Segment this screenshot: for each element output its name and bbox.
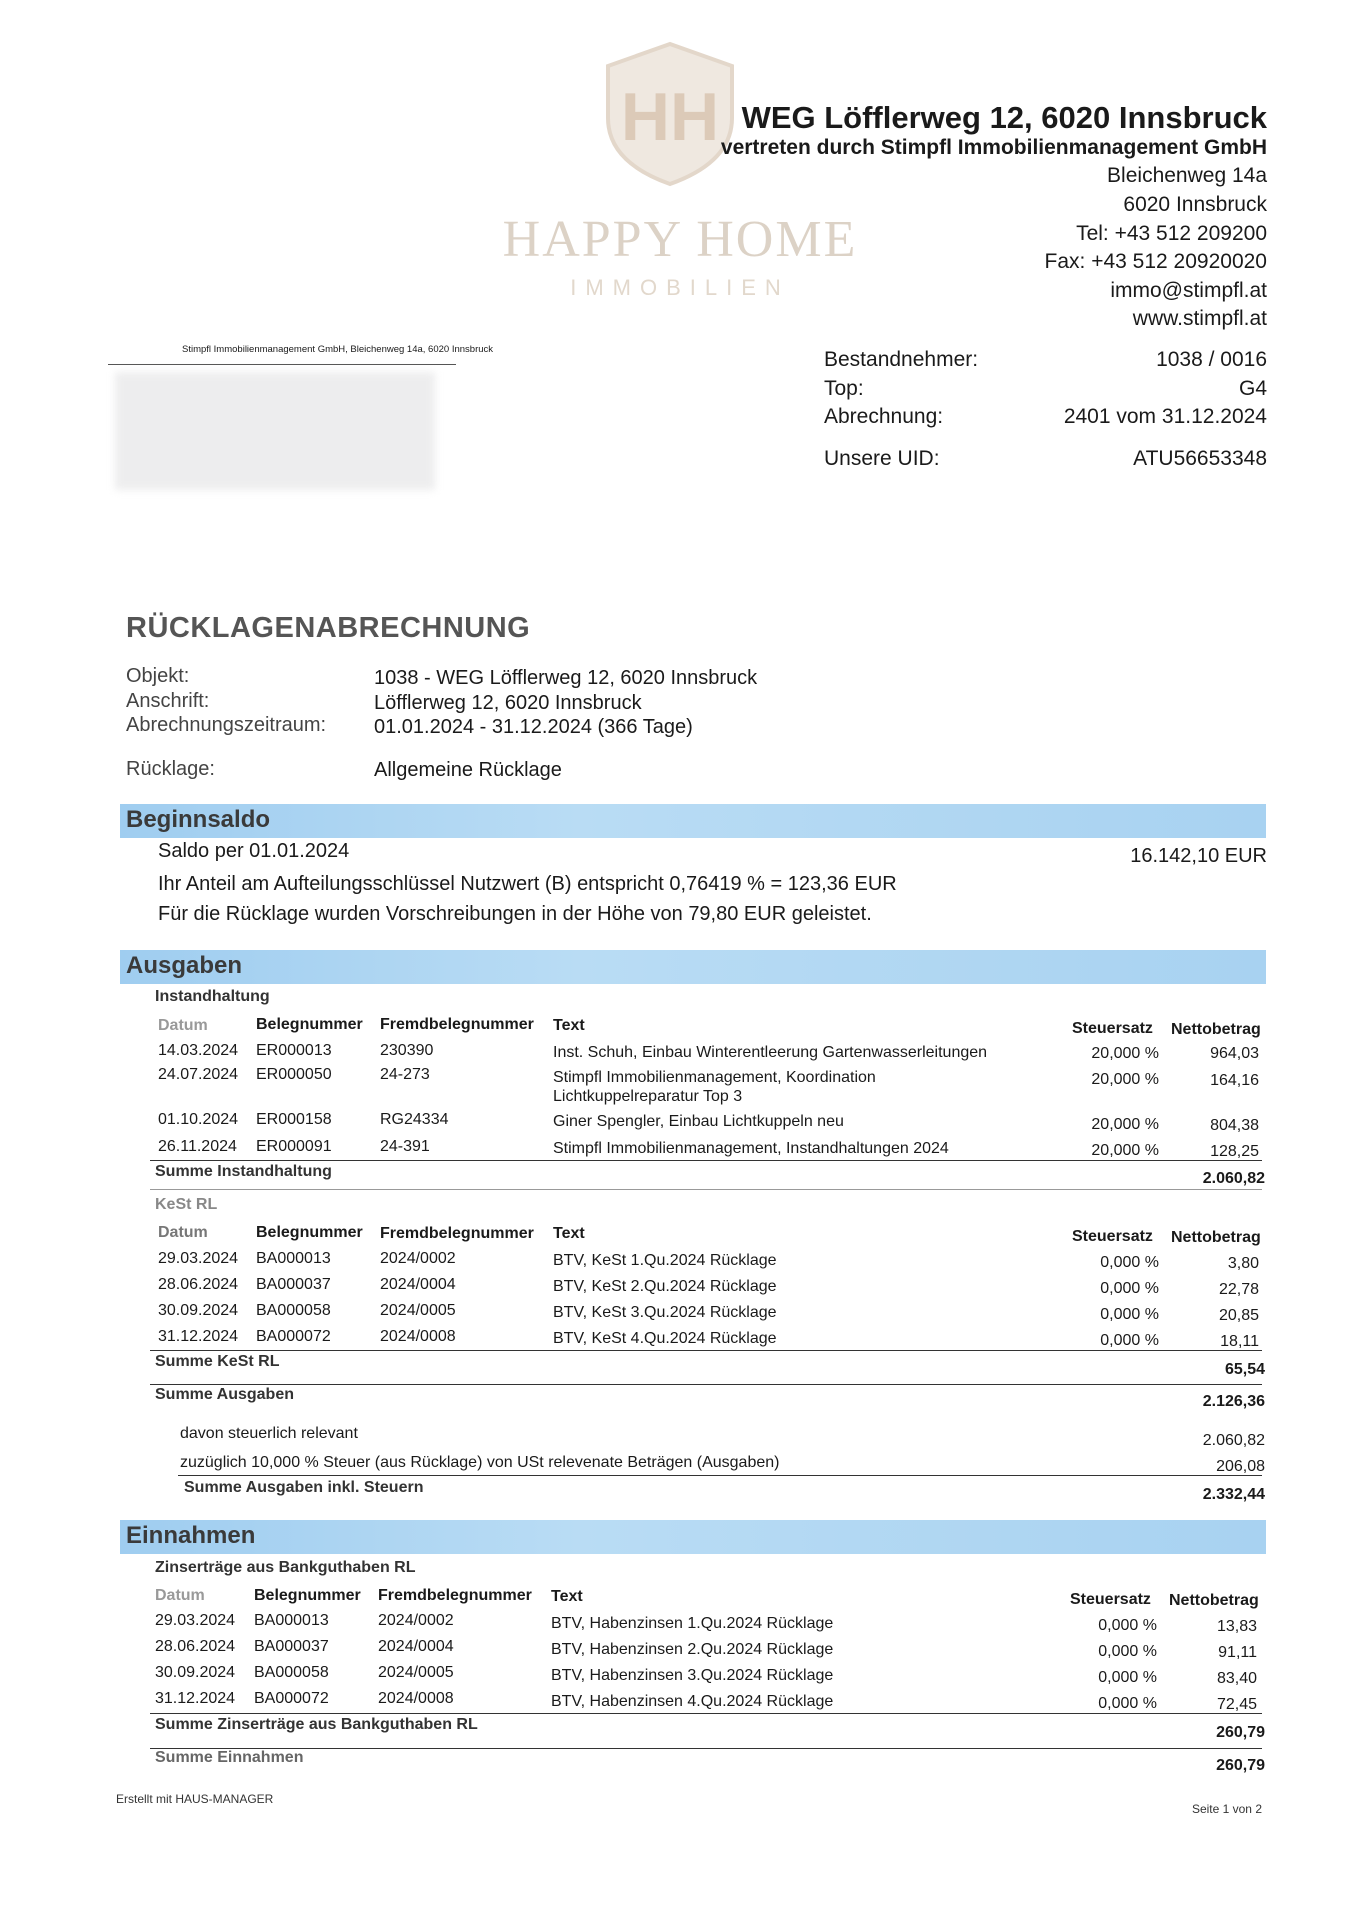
cell-netto: 964,03	[1210, 1045, 1259, 1062]
cell-steuer: 0,000 %	[1100, 1332, 1159, 1349]
cell-text: Stimpfl Immobilienmanagement, Koordination	[553, 1069, 876, 1086]
cell-datum: 24.07.2024	[158, 1066, 239, 1083]
cell-datum: 28.06.2024	[158, 1276, 239, 1293]
divider	[178, 1475, 1262, 1476]
cell-text: BTV, Habenzinsen 1.Qu.2024 Rücklage	[551, 1615, 834, 1632]
header-tel: Tel: +43 512 209200	[1076, 222, 1267, 245]
redacted-address	[115, 372, 435, 490]
header-fax: Fax: +43 512 20920020	[1044, 250, 1267, 273]
cell-text: BTV, Habenzinsen 2.Qu.2024 Rücklage	[551, 1641, 834, 1658]
sum-kest-label: Summe KeSt RL	[155, 1353, 280, 1370]
cell-fremd: 2024/0008	[380, 1328, 456, 1345]
divider	[150, 1384, 1262, 1385]
col-netto: Nettobetrag	[1169, 1592, 1259, 1609]
cell-text: BTV, Habenzinsen 4.Qu.2024 Rücklage	[551, 1693, 834, 1710]
cell-datum: 26.11.2024	[158, 1138, 237, 1155]
col-beleg: Belegnummer	[256, 1224, 363, 1241]
divider	[150, 1713, 1262, 1714]
beginnsaldo-band	[120, 804, 1266, 838]
page-number: Seite 1 von 2	[1191, 1802, 1262, 1816]
col-beleg: Belegnummer	[254, 1587, 361, 1604]
cell-steuer: 0,000 %	[1100, 1280, 1159, 1297]
cell-beleg: BA000058	[256, 1302, 331, 1319]
ruecklage-label: Rücklage:	[126, 758, 215, 780]
objekt-value: 1038 - WEG Löfflerweg 12, 6020 Innsbruck	[374, 667, 758, 689]
cell-fremd: 2024/0004	[378, 1638, 454, 1655]
anteil-line: Ihr Anteil am Aufteilungsschlüssel Nutzwert (B) entspricht 0,76419 % = 123,36 EUR	[158, 873, 897, 895]
cell-fremd: 230390	[380, 1042, 434, 1059]
cell-netto: 20,85	[1218, 1307, 1259, 1324]
sum-inkl-value: 2.332,44	[1202, 1486, 1265, 1503]
sum-kest-value: 65,54	[1224, 1361, 1265, 1378]
cell-text: BTV, Habenzinsen 3.Qu.2024 Rücklage	[551, 1667, 834, 1684]
uid-label: Unsere UID:	[824, 447, 940, 470]
vorschreibung-line: Für die Rücklage wurden Vorschreibungen in der Höhe von 79,80 EUR geleistet.	[158, 903, 872, 925]
cell-datum: 14.03.2024	[158, 1042, 239, 1059]
einnahmen-band	[120, 1520, 1266, 1554]
ruecklage-value: Allgemeine Rücklage	[374, 759, 562, 781]
cell-steuer: 0,000 %	[1098, 1643, 1157, 1660]
cell-netto: 804,38	[1210, 1117, 1259, 1134]
header-subtitle: vertreten durch Stimpfl Immobilienmanagement GmbH	[720, 136, 1267, 159]
cell-netto: 128,25	[1210, 1143, 1259, 1160]
cell-steuer: 20,000 %	[1091, 1142, 1159, 1159]
cell-beleg: BA000072	[256, 1328, 331, 1345]
divider	[150, 1160, 1262, 1161]
ausgaben-heading: Ausgaben	[126, 952, 243, 979]
cell-text: BTV, KeSt 4.Qu.2024 Rücklage	[553, 1330, 777, 1347]
sum-inkl-label: Summe Ausgaben inkl. Steuern	[184, 1479, 424, 1496]
objekt-label: Objekt:	[126, 665, 190, 687]
bestandnehmer-value: 1038 / 0016	[1156, 348, 1267, 371]
divider	[150, 1748, 1262, 1749]
cell-beleg: BA000013	[254, 1612, 329, 1629]
col-beleg: Belegnummer	[256, 1016, 363, 1033]
cell-fremd: 2024/0002	[380, 1250, 456, 1267]
zuzueglich-value: 206,08	[1216, 1458, 1265, 1475]
cell-beleg: BA000037	[254, 1638, 329, 1655]
footer-created-by: Erstellt mit HAUS-MANAGER	[116, 1792, 274, 1806]
cell-datum: 30.09.2024	[155, 1664, 236, 1681]
cell-steuer: 0,000 %	[1100, 1254, 1159, 1271]
saldo-line: Saldo per 01.01.2024	[158, 840, 350, 862]
header-web: www.stimpfl.at	[1132, 307, 1267, 330]
cell-fremd: 2024/0002	[378, 1612, 454, 1629]
cell-beleg: ER000091	[256, 1138, 332, 1155]
davon-label: davon steuerlich relevant	[180, 1425, 358, 1442]
cell-netto: 18,11	[1220, 1333, 1259, 1350]
cell-netto: 22,78	[1218, 1281, 1259, 1298]
cell-steuer: 20,000 %	[1091, 1071, 1159, 1088]
zins-title: Zinserträge aus Bankguthaben RL	[155, 1559, 416, 1576]
cell-text: BTV, KeSt 3.Qu.2024 Rücklage	[553, 1304, 777, 1321]
sum-ausgaben-label: Summe Ausgaben	[155, 1386, 294, 1403]
cell-steuer: 0,000 %	[1098, 1617, 1157, 1634]
sum-zins-value: 260,79	[1216, 1724, 1265, 1741]
zeitraum-label: Abrechnungszeitraum:	[126, 714, 327, 736]
saldo-value: 16.142,10 EUR	[1130, 845, 1267, 867]
header-city: 6020 Innsbruck	[1123, 193, 1267, 216]
sum-ausgaben-value: 2.126,36	[1202, 1393, 1265, 1410]
einnahmen-heading: Einnahmen	[126, 1522, 256, 1549]
sum-einnahmen-value: 260,79	[1216, 1757, 1265, 1774]
cell-steuer: 0,000 %	[1098, 1669, 1157, 1686]
cell-netto: 3,80	[1227, 1255, 1259, 1272]
cell-netto: 83,40	[1216, 1670, 1257, 1687]
cell-beleg: BA000058	[254, 1664, 329, 1681]
logo-subtitle: IMMOBILIEN	[570, 275, 790, 300]
top-label: Top:	[824, 377, 864, 400]
col-steuer: Steuersatz	[1070, 1591, 1151, 1608]
col-netto: Nettobetrag	[1171, 1021, 1261, 1038]
cell-beleg: BA000072	[254, 1690, 329, 1707]
cell-steuer: 0,000 %	[1098, 1695, 1157, 1712]
cell-datum: 31.12.2024	[155, 1690, 236, 1707]
cell-netto: 164,16	[1210, 1072, 1259, 1089]
logo-title: HAPPY HOME	[502, 211, 858, 268]
zeitraum-value: 01.01.2024 - 31.12.2024 (366 Tage)	[374, 716, 693, 738]
col-text: Text	[553, 1225, 585, 1242]
col-datum: Datum	[158, 1017, 208, 1034]
col-fremd: Fremdbelegnummer	[380, 1016, 534, 1033]
anschrift-value: Löfflerweg 12, 6020 Innsbruck	[374, 692, 642, 714]
cell-text: BTV, KeSt 1.Qu.2024 Rücklage	[553, 1252, 777, 1269]
sum-einnahmen-label: Summe Einnahmen	[155, 1749, 304, 1766]
cell-steuer: 0,000 %	[1100, 1306, 1159, 1323]
cell-steuer: 20,000 %	[1091, 1116, 1159, 1133]
sender-divider	[108, 364, 456, 365]
col-steuer: Steuersatz	[1072, 1020, 1153, 1037]
cell-datum: 28.06.2024	[155, 1638, 236, 1655]
cell-beleg: ER000050	[256, 1066, 332, 1083]
col-text: Text	[553, 1017, 585, 1034]
logo-monogram: HH	[620, 79, 720, 155]
cell-datum: 01.10.2024	[158, 1111, 239, 1128]
cell-fremd: 2024/0004	[380, 1276, 456, 1293]
cell-netto: 13,83	[1216, 1618, 1257, 1635]
cell-text-continued: Lichtkuppelreparatur Top 3	[553, 1088, 743, 1105]
cell-beleg: BA000013	[256, 1250, 331, 1267]
header-title: WEG Löfflerweg 12, 6020 Innsbruck	[741, 100, 1267, 135]
col-fremd: Fremdbelegnummer	[378, 1587, 532, 1604]
cell-steuer: 20,000 %	[1091, 1045, 1159, 1062]
cell-netto: 72,45	[1216, 1696, 1257, 1713]
cell-fremd: 24-273	[380, 1066, 430, 1083]
header-email: immo@stimpfl.at	[1110, 279, 1267, 302]
document-title: RÜCKLAGENABRECHNUNG	[126, 612, 531, 644]
cell-fremd: RG24334	[380, 1111, 449, 1128]
instandhaltung-title: Instandhaltung	[155, 988, 270, 1005]
cell-text: BTV, KeSt 2.Qu.2024 Rücklage	[553, 1278, 777, 1295]
uid-value: ATU56653348	[1133, 447, 1267, 470]
bestandnehmer-label: Bestandnehmer:	[824, 348, 979, 371]
cell-datum: 29.03.2024	[155, 1612, 236, 1629]
zuzueglich-label: zuzüglich 10,000 % Steuer (aus Rücklage) von USt relevenate Beträgen (Ausgaben)	[180, 1454, 780, 1471]
beginnsaldo-heading: Beginnsaldo	[126, 806, 271, 833]
col-datum: Datum	[155, 1587, 205, 1604]
cell-datum: 31.12.2024	[158, 1328, 239, 1345]
abrechnung-label: Abrechnung:	[824, 405, 944, 428]
cell-netto: 91,11	[1218, 1644, 1257, 1661]
col-text: Text	[551, 1588, 583, 1605]
sum-instandhaltung-value: 2.060,82	[1202, 1170, 1265, 1187]
logo-shield-icon	[600, 40, 740, 188]
cell-beleg: BA000037	[256, 1276, 331, 1293]
ausgaben-band	[120, 950, 1266, 984]
cell-text: Giner Spengler, Einbau Lichtkuppeln neu	[553, 1113, 844, 1130]
cell-beleg: ER000158	[256, 1111, 332, 1128]
divider	[150, 1189, 1262, 1190]
cell-fremd: 24-391	[380, 1138, 430, 1155]
davon-value: 2.060,82	[1202, 1432, 1265, 1449]
top-value: G4	[1238, 377, 1267, 400]
cell-datum: 30.09.2024	[158, 1302, 239, 1319]
abrechnung-value: 2401 vom 31.12.2024	[1063, 405, 1267, 428]
sum-zins-label: Summe Zinserträge aus Bankguthaben RL	[155, 1716, 478, 1733]
sum-instandhaltung-label: Summe Instandhaltung	[155, 1163, 332, 1180]
col-datum: Datum	[158, 1224, 208, 1241]
cell-text: Inst. Schuh, Einbau Winterentleerung Gartenwasserleitungen	[553, 1044, 988, 1061]
cell-fremd: 2024/0005	[378, 1664, 454, 1681]
cell-fremd: 2024/0005	[380, 1302, 456, 1319]
col-steuer: Steuersatz	[1072, 1228, 1153, 1245]
kest-title: KeSt RL	[155, 1196, 218, 1213]
anschrift-label: Anschrift:	[126, 690, 210, 712]
divider	[150, 1350, 1262, 1351]
col-fremd: Fremdbelegnummer	[380, 1225, 534, 1242]
cell-datum: 29.03.2024	[158, 1250, 239, 1267]
cell-fremd: 2024/0008	[378, 1690, 454, 1707]
cell-text: Stimpfl Immobilienmanagement, Instandhaltungen 2024	[553, 1140, 949, 1157]
sender-line: Stimpfl Immobilienmanagement GmbH, Bleichenweg 14a, 6020 Innsbruck	[182, 344, 494, 355]
cell-beleg: ER000013	[256, 1042, 332, 1059]
col-netto: Nettobetrag	[1171, 1229, 1261, 1246]
header-street: Bleichenweg 14a	[1107, 164, 1267, 187]
